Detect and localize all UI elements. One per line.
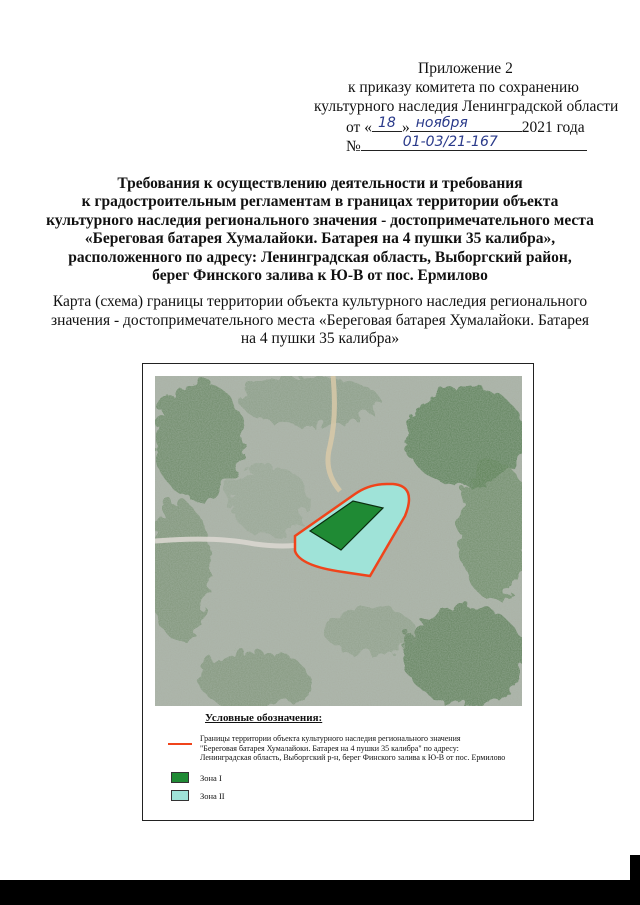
zone-2-swatch <box>171 790 189 801</box>
legend-title: Условные обозначения: <box>205 712 323 724</box>
appendix-reg-number <box>346 135 587 156</box>
appendix-committee: культурного наследия Ленинградской области <box>314 98 619 115</box>
title-line: культурного наследия регионального значения - достопримечательного места <box>46 211 594 229</box>
title-line: берег Финского залива к Ю-В от пос. Ермилово <box>152 267 488 285</box>
title-line: Требования к осуществлению деятельности и требования <box>117 175 523 192</box>
appendix-order: к приказу комитета по сохранению <box>348 79 579 96</box>
date-month: ноября <box>415 115 468 131</box>
zone-1-swatch <box>171 772 189 783</box>
date-mid: » <box>401 119 410 136</box>
number-value: 01-03/21-167 <box>402 134 498 150</box>
map-caption <box>30 293 610 349</box>
appendix-number: Приложение 2 <box>418 60 513 77</box>
date-month-field <box>410 116 522 132</box>
legend-text-line: Границы территории объекта культурного наследия регионального значения <box>200 734 461 743</box>
caption-line: Карта (схема) границы территории объекта культурного наследия регионального <box>52 293 588 310</box>
zone-1-label: Зона I <box>200 773 222 783</box>
caption-line: на 4 пушки 35 калибра» <box>240 330 400 347</box>
date-day-field <box>372 116 402 132</box>
title-line: расположенного по адресу: Ленинградская область, Выборгский район, <box>68 248 572 266</box>
date-day: 18 <box>377 115 396 131</box>
satellite-map <box>155 376 522 706</box>
number-field <box>361 135 587 151</box>
title-line: «Береговая батарея Хумалайоки. Батарея на 4 пушки 35 калибра», <box>84 230 556 248</box>
legend-text-line: Ленинградская область, Выборгский р-н, берег Финского залива к Ю-В от пос. Ермилово <box>200 753 506 763</box>
caption-line: значения - достопримечательного места «Береговая батарея Хумалайоки. Батарея <box>51 311 589 329</box>
legend-boundary-description <box>200 734 505 763</box>
legend-text-line: "Береговая батарея Хумалайоки. Батарея на 4 пушки 35 калибра" по адресу: <box>200 743 459 753</box>
date-year: 2021 года <box>521 119 585 136</box>
document-title <box>20 175 620 285</box>
scan-right-edge <box>630 855 640 885</box>
title-line: к градостроительным регламентам в границах территории объекта <box>81 193 559 211</box>
date-prefix: от « <box>346 119 372 136</box>
number-prefix: № <box>346 138 361 155</box>
zone-2-label: Зона II <box>200 791 225 801</box>
scan-bottom-edge <box>0 880 640 905</box>
boundary-line-swatch <box>168 743 192 745</box>
